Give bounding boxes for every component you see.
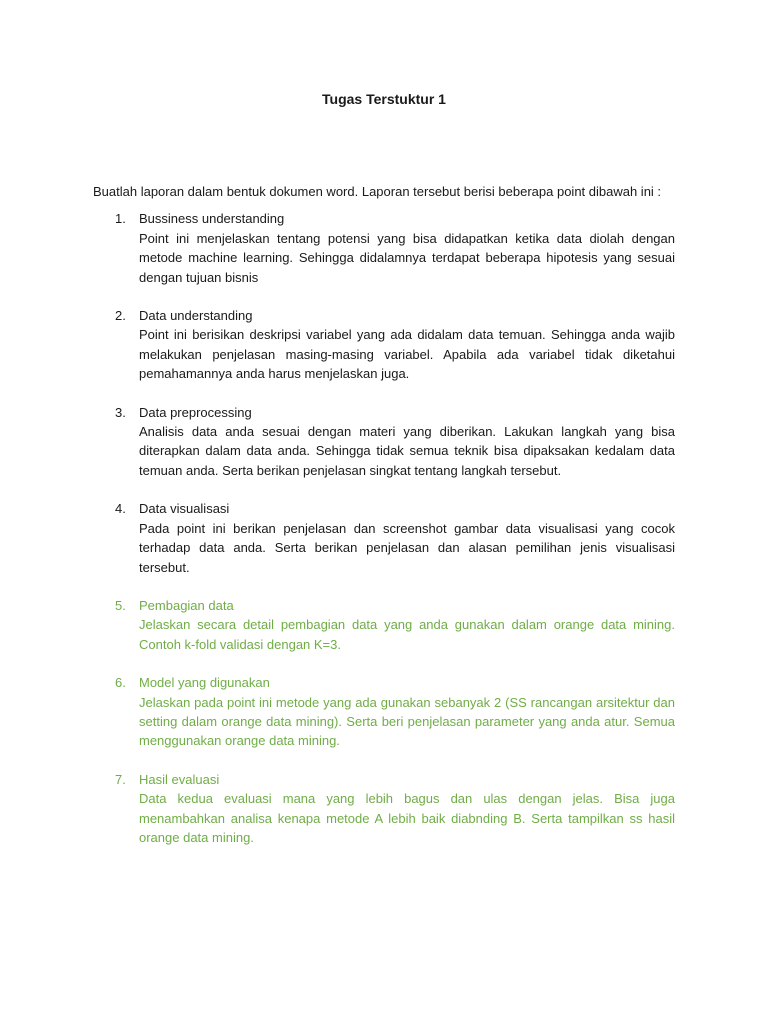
- list-item-title: Data visualisasi: [139, 501, 230, 517]
- list-item-6: [93, 673, 675, 751]
- list-item-body: Jelaskan secara detail pembagian data yang anda gunakan dalam orange data mining. Contoh k-fold validasi dengan K=3.: [139, 617, 675, 652]
- list-item-number: 7.: [115, 771, 126, 787]
- list-item-number: 2.: [115, 308, 126, 324]
- list-item-title: Pembagian data: [139, 597, 234, 613]
- list-item-number: 5.: [115, 597, 126, 613]
- list-item-3: [93, 403, 675, 481]
- document-body: [93, 182, 675, 866]
- list-item-4: [93, 499, 675, 577]
- list-item-1: [93, 209, 675, 287]
- list-item-title: Data preprocessing: [139, 404, 252, 420]
- list-item-body: Point ini berisikan deskripsi variabel yang ada didalam data temuan. Sehingga anda wajib melakukan penjelasan masing-masing variabel. Apabila ada variabel tidak diketahui pemahamannya anda harus menjelaskan juga.: [139, 327, 675, 382]
- list-item-2: [93, 306, 675, 384]
- list-item-body: Jelaskan pada point ini metode yang ada gunakan sebanyak 2 (SS rancangan arsitektur dan setting dalam orange data mining). Serta beri penjelasan parameter yang anda atur. Semua menggunakan orange data mining.: [139, 694, 675, 749]
- list-item-title: Hasil evaluasi: [139, 771, 220, 787]
- list-item-title: Bussiness understanding: [139, 211, 285, 227]
- list-item-number: 6.: [115, 675, 126, 691]
- list-item-number: 1.: [115, 211, 126, 227]
- list-item-body: Point ini menjelaskan tentang potensi yang bisa didapatkan ketika data diolah dengan metode machine learning. Sehingga didalamnya terdapat beberapa hipotesis yang sesuai dengan tujuan bisnis: [139, 230, 675, 285]
- list-item-number: 4.: [115, 501, 126, 517]
- list-item-body: Data kedua evaluasi mana yang lebih bagus dan ulas dengan jelas. Bisa juga menambahkan analisa kenapa metode A lebih baik diabnding B. Serta tampilkan ss hasil orange data mining.: [139, 791, 675, 845]
- list-item-body: Pada point ini berikan penjelasan dan screenshot gambar data visualisasi yang cocok terhadap data anda. Serta berikan penjelasan dan alasan pemilihan jenis visualisasi tersebut.: [139, 520, 675, 575]
- list-item-5: [93, 596, 675, 654]
- list-item-title: Model yang digunakan: [139, 675, 270, 691]
- list-item-7: [93, 770, 675, 848]
- list-item-number: 3.: [115, 404, 126, 420]
- document-title: Tugas Terstuktur 1: [322, 91, 446, 107]
- intro-paragraph: Buatlah laporan dalam bentuk dokumen word. Laporan tersebut berisi beberapa point dibawah ini :: [93, 184, 662, 199]
- list-item-body: Analisis data anda sesuai dengan materi yang diberikan. Lakukan langkah yang bisa diterapkan dalam data anda. Sehingga tidak semua teknik bisa dipaksakan kedalam data temuan anda. Serta berikan penjelasan singkat tentang langkah tersebut.: [139, 424, 675, 478]
- list-item-title: Data understanding: [139, 308, 253, 324]
